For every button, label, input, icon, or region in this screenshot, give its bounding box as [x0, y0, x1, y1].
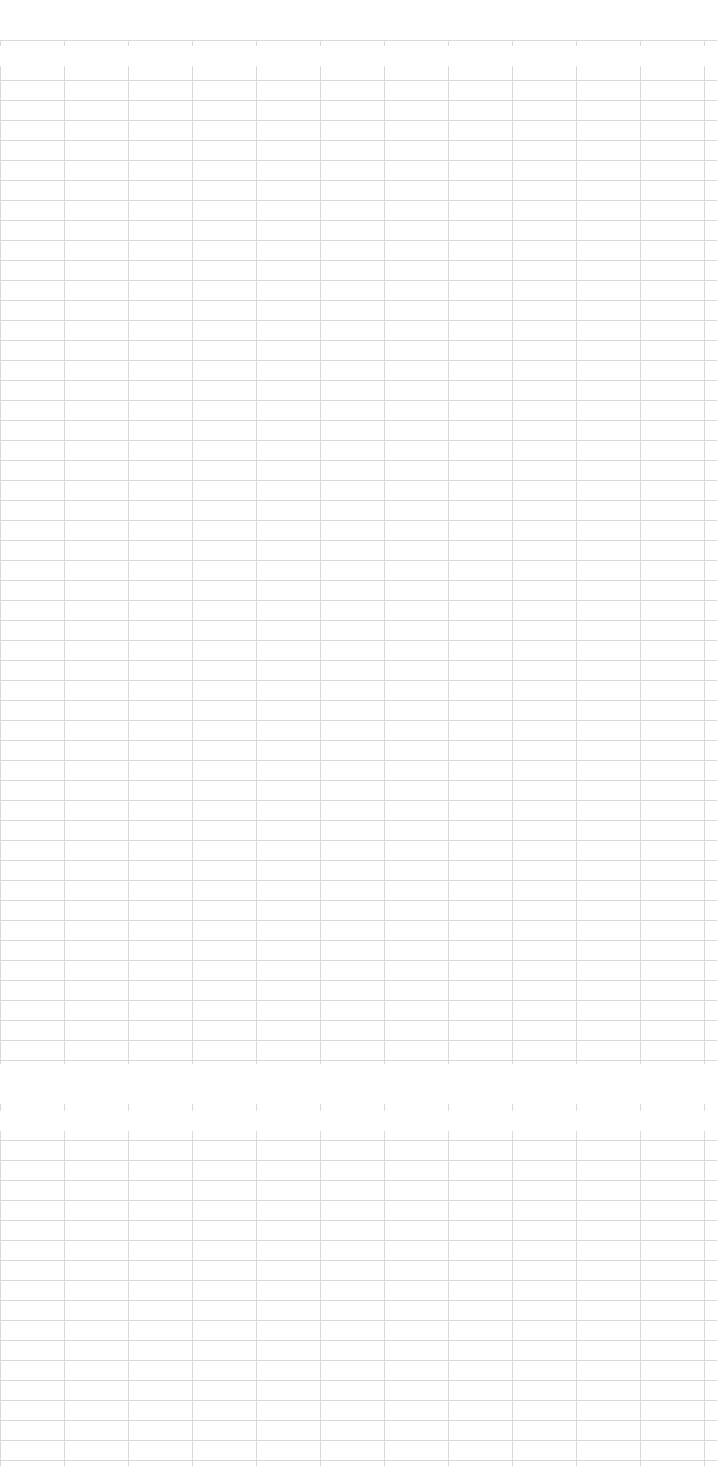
signature-row-2 [0, 1438, 717, 1462]
page-title-2 [0, 1064, 717, 1104]
signature-row-1 [0, 1414, 717, 1438]
page-title [0, 0, 717, 40]
report-meta-2 [0, 1111, 717, 1131]
report-meta [0, 46, 717, 66]
